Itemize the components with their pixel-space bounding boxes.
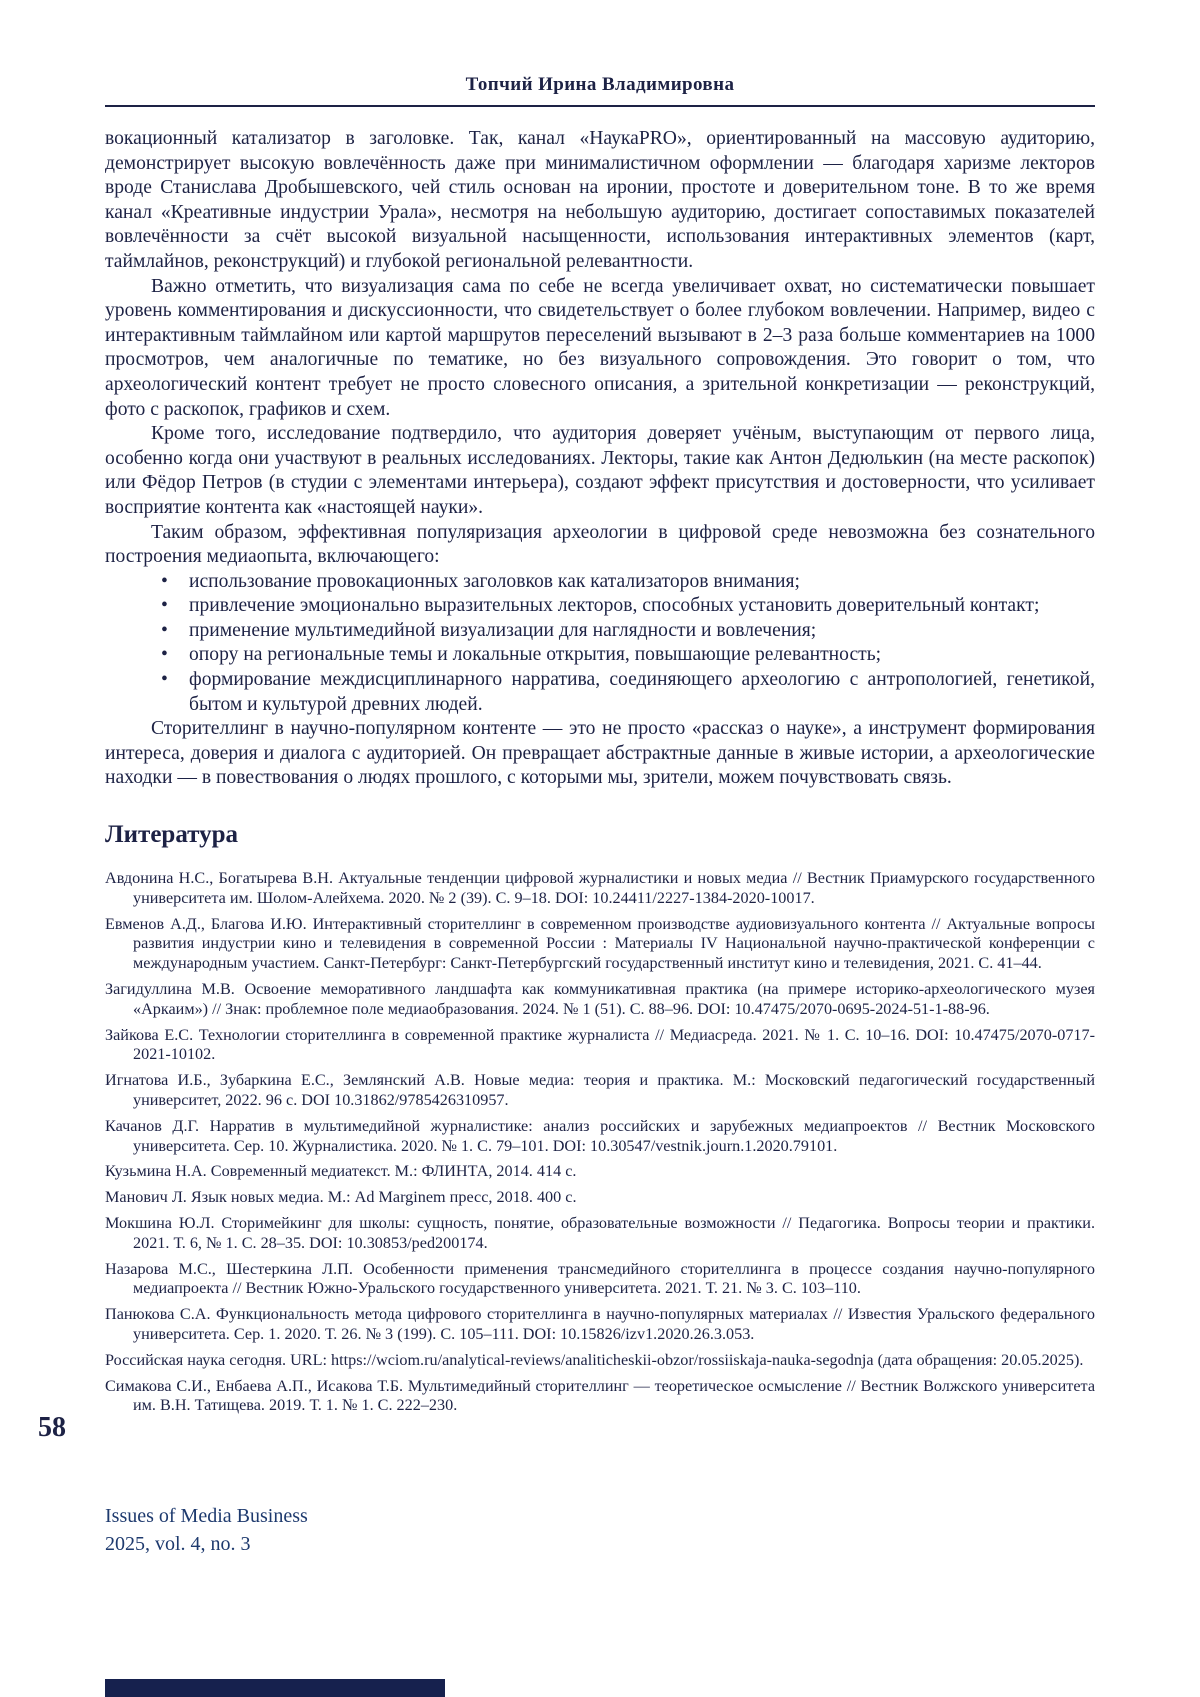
body-paragraph-4: Таким образом, эффективная популяризация археологии в цифровой среде невозможна без сознательного построения медиаопыта, включающего: xyxy=(105,521,1095,568)
body-paragraph-1: вокационный катализатор в заголовке. Так, канал «НаукаPRO», ориентированный на массовую аудиторию, демонстрирует высокую вовлечённость даже при минималистичном оформлении — благодаря харизме лекторов вроде Станислава Дробышевского, чей стиль основан на иронии, простоте и доверительном тоне. В то же время канал «Креативные индустрии Урала», несмотря на небольшую аудиторию, достигает сопоставимых показателей вовлечённости за счёт высокой визуальной насыщенности, использования интерактивных элементов (карт, таймлайнов, реконструкций) и глубокой региональной релевантности. xyxy=(105,128,1095,272)
bullet-item-1: • использование провокационных заголовков как катализаторов внимания; xyxy=(105,570,1095,595)
reference-item-9: Мокшина Ю.Л. Сторимейкинг для школы: сущность, понятие, образовательные возможности // Педагогика. Вопросы теории и практики. 2021. Т. 6, № 1. С. 28–35. DOI: 10.30853/ped200174. xyxy=(105,1213,1095,1252)
conclusions-bullet-list xyxy=(105,570,1095,718)
reference-item-13: Симакова С.И., Енбаева А.П., Исакова Т.Б. Мультимедийный сторителлинг — теоретическое осмысление // Вестник Волжского университета им. В.Н. Татищева. 2019. Т. 1. № 1. С. 222–230. xyxy=(105,1376,1095,1415)
reference-item-7: Кузьмина Н.А. Современный медиатекст. М.: ФЛИНТА, 2014. 414 с. xyxy=(105,1162,577,1181)
reference-item-12: Российская наука сегодня. URL: https://wciom.ru/analytical-reviews/analiticheskii-obzor/rossiiskaja-nauka-segodnja (дата обращения: 20.05.2025). xyxy=(105,1350,1084,1369)
article-content xyxy=(105,127,1095,1416)
journal-footer xyxy=(105,1502,308,1558)
reference-item-1: Авдонина Н.С., Богатырева В.Н. Актуальные тенденции цифровой журналистики и новых медиа // Вестник Приамурского государственного университета им. Шолом-Алейхема. 2020. № 2 (39). С. 9–18. DOI: 10.24411/2227-1384-2020-10017. xyxy=(105,869,1095,907)
reference-item-6: Качанов Д.Г. Нарратив в мультимедийной журналистике: анализ российских и зарубежных медиапроектов // Вестник Московского университета. Сер. 10. Журналистика. 2020. № 1. С. 79–101. DOI: 10.30547/vestnik.journ.1.2020.79101. xyxy=(105,1116,1095,1155)
page-number: 58 xyxy=(38,1412,66,1443)
reference-item-3: Загидуллина М.В. Освоение меморативного ландшафта как коммуникативная практика (на примере историко-археологического музея «Аркаим») // Знак: проблемное поле медиаобразования. 2024. № 1 (51). С. 88–96. DOI: 10.47475/2070-0695-2024-51-1-88-96. xyxy=(105,980,1095,1018)
journal-title: Issues of Media Business xyxy=(105,1505,308,1527)
running-head-author: Топчий Ирина Владимировна xyxy=(465,74,735,95)
reference-item-11: Панюкова С.А. Функциональность метода цифрового сторителлинга в научно-популярных материалах // Известия Уральского федерального университета. Сер. 1. 2020. Т. 26. № 3 (199). С. 105–111. DOI: 10.15826/izv1.2020.26.3.053. xyxy=(105,1305,1095,1343)
references-heading: Литература xyxy=(105,821,239,849)
body-paragraph-5: Сторителлинг в научно-популярном контенте — это не просто «рассказ о науке», а инструмент формирования интереса, доверия и диалога с аудиторией. Он превращает абстрактные данные в живые истории, а археологические находки — в повествования о людях прошлого, с которыми мы, зрители, можем почувствовать связь. xyxy=(105,718,1095,789)
body-paragraph-2: Важно отметить, что визуализация сама по себе не всегда увеличивает охват, но систематически повышает уровень комментирования и дискуссионности, что свидетельствует о более глубоком вовлечении. Например, видео с интерактивным таймлайном или картой маршрутов переселений вызывают в 2–3 раза больше комментариев на 1000 просмотров, чем аналогичные по тематике, но без визуального сопровождения. Это говорит о том, что археологический контент требует не просто словесного описания, а зрительной конкретизации — реконструкций, фото с раскопок, графиков и схем. xyxy=(105,275,1095,420)
reference-item-8: Манович Л. Язык новых медиа. М.: Ad Marginem пресс, 2018. 400 с. xyxy=(105,1188,577,1207)
reference-item-2: Евменов А.Д., Благова И.Ю. Интерактивный сторителлинг в современном производстве аудиовизуального контента // Актуальные вопросы развития индустрии кино и телевидения в современной России : Материалы IV Национальной научно-практической конференции с международным участием. Санкт-Петербург: Санкт-Петербургский государственный институт кино и телевидения, 2021. С. 41–44. xyxy=(105,914,1095,973)
journal-issue: 2025, vol. 4, no. 3 xyxy=(105,1533,251,1555)
bullet-item-2: • привлечение эмоционально выразительных лекторов, способных установить доверительный контакт; xyxy=(105,594,1095,619)
references-list xyxy=(105,869,1095,1416)
bullet-item-4: • опору на региональные темы и локальные открытия, повышающие релевантность; xyxy=(105,643,1095,668)
bullet-item-3: • применение мультимедийной визуализации для наглядности и вовлечения; xyxy=(105,619,1095,644)
reference-item-10: Назарова М.С., Шестеркина Л.П. Особенности применения трансмедийного сторителлинга в процессе создания научно-популярного медиапроекта // Вестник Южно-Уральского государственного университета. 2021. Т. 21. № 3. С. 103–110. xyxy=(105,1259,1095,1298)
body-paragraph-3: Кроме того, исследование подтвердило, что аудитория доверяет учёным, выступающим от первого лица, особенно когда они участвуют в реальных исследованиях. Лекторы, такие как Антон Дедюлькин (на месте раскопок) или Фёдор Петров (в студии с элементами интерьера), создают эффект присутствия и достоверности, что усиливает восприятие контента как «настоящей науки». xyxy=(105,423,1095,518)
bullet-item-5: • формирование междисциплинарного нарратива, соединяющего археологию с антропологией, генетикой, бытом и культурой древних людей. xyxy=(105,668,1095,717)
reference-item-5: Игнатова И.Б., Зубаркина Е.С., Землянский А.В. Новые медиа: теория и практика. М.: Московский педагогический государственный университет, 2022. 96 с. DOI 10.31862/9785426310957. xyxy=(105,1071,1095,1109)
footer-accent-bar xyxy=(105,1679,445,1697)
reference-item-4: Зайкова Е.С. Технологии сторителлинга в современной практике журналиста // Медиасреда. 2021. № 1. С. 10–16. DOI: 10.47475/2070-0717-2021-10102. xyxy=(105,1025,1095,1064)
header-rule xyxy=(105,105,1095,107)
